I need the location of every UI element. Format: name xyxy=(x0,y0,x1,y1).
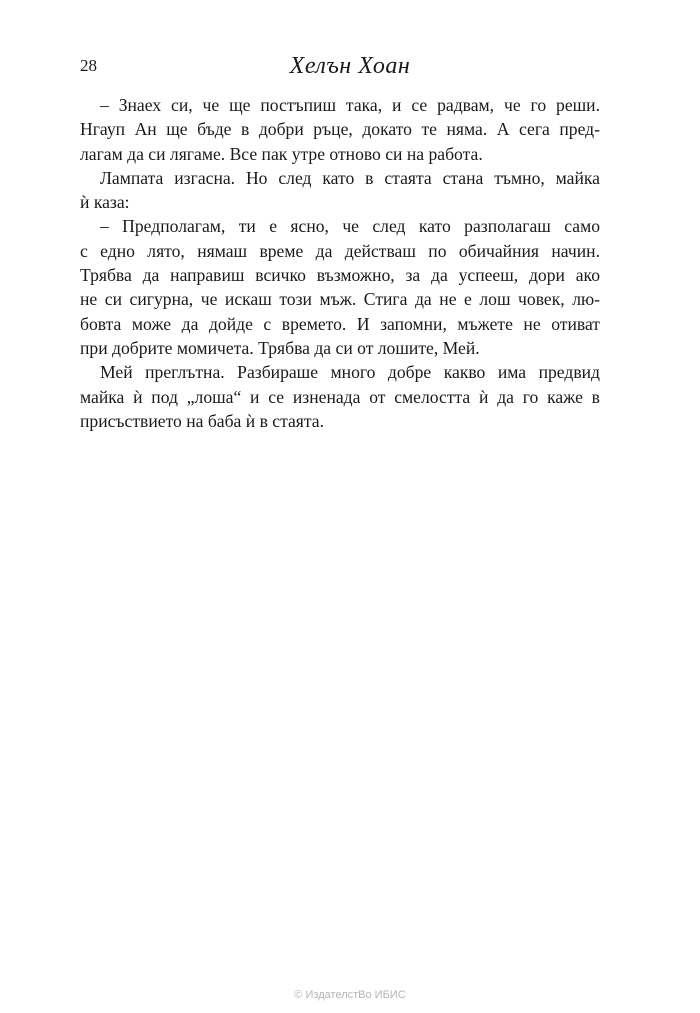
paragraph-1 xyxy=(80,93,600,166)
text-line: лагам да си лягаме. Все пак утре отново си на работа. xyxy=(80,143,483,164)
paragraph-3 xyxy=(80,214,600,360)
text-line: – Знаех си, че ще постъпиш така, и се радвам, че го реши. xyxy=(100,95,600,115)
text-line: присъствието на баба ѝ в стаята. xyxy=(80,410,325,431)
text-line: Трябва да направиш всичко възможно, за да успееш, дори ако xyxy=(80,265,600,286)
text-line: не си сигурна, че искаш този мъж. Стига да не е лош човек, лю- xyxy=(80,289,600,310)
text-line: бовта може да дойде с времето. И запомни, мъжете не отиват xyxy=(80,313,600,334)
text-line: Мей преглътна. Разбираше много добре какво има предвид xyxy=(100,362,600,383)
text-line: Лампата изгасна. Но след като в стаята стана тъмно, майка xyxy=(100,167,600,188)
body-text xyxy=(80,93,600,433)
text-line: с едно лято, нямаш време да действаш по обичайния начин. xyxy=(80,240,600,261)
running-head-author: Хелън Хоан xyxy=(289,53,411,79)
paragraph-4 xyxy=(80,360,600,433)
text-line: – Предполагам, ти е ясно, че след като разполагаш само xyxy=(100,216,600,237)
page-number: 28 xyxy=(80,56,97,75)
text-line: Нгауп Ан ще бъде в добри ръце, докато те няма. А сега пред- xyxy=(80,119,600,140)
paragraph-2 xyxy=(80,166,600,215)
text-line: ѝ каза: xyxy=(80,192,130,213)
text-line: при добрите момичета. Трябва да си от лошите, Мей. xyxy=(80,337,480,358)
publisher-watermark: © ИздателстВо ИБИС xyxy=(294,989,406,1001)
text-line: майка ѝ под „лоша“ и се изненада от смелостта ѝ да го каже в xyxy=(80,386,600,407)
